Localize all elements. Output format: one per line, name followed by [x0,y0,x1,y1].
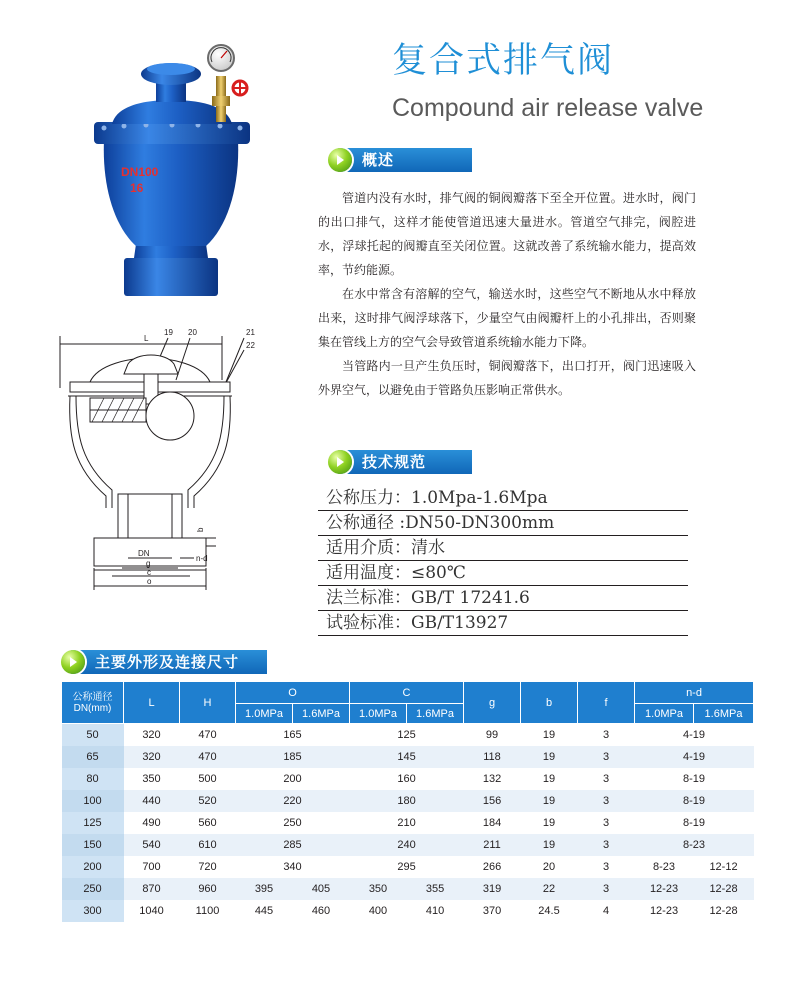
cell-f: 3 [578,746,635,768]
col-subheader-nd-1.6: 1.6MPa [694,704,754,724]
overview-paragraph: 管道内没有水时，排气阀的铜阀瓣落下至全开位置。进水时，阀门的出口排气，这样才能使管道迅速大量进水。管道空气排完，阀腔进水，浮球托起的阀瓣直至关闭位置。这就改善了系统输水能力，提高效率，节约能源。 [318,191,696,277]
valve-nameplate-size: DN100 [121,165,159,179]
cell-b: 19 [521,746,578,768]
cell-o: 185 [236,746,350,768]
cell-o: 220 [236,790,350,812]
cell-L: 320 [142,729,161,741]
cell-g: 132 [482,773,502,785]
cell-o-1.6: 405 [293,878,350,900]
cell-H: 500 [198,773,217,785]
cell-L: 870 [124,878,180,900]
col-subheader-nd-1.0: 1.0MPa [635,704,694,724]
cell-dn: 125 [62,812,124,834]
cell-L: 490 [142,817,161,829]
label-g: g [146,559,151,568]
page-title-cn: 复合式排气阀 [392,41,615,81]
cell-nd-1.6: 12-28 [694,878,754,900]
cell-H: 1100 [195,905,220,917]
valve-neck [134,244,208,258]
cell-nd: 4-19 [635,746,754,768]
cell-dn: 100 [62,790,124,812]
spec-pressure: 公称压力：1.0Mpa-1.6Mpa [318,486,688,511]
cell-dn: 200 [62,856,124,878]
cell-nd-1.6: 12-12 [709,861,738,873]
cell-dn: 300 [62,900,124,922]
cell-c: 160 [397,773,416,785]
spec-medium: 适用介质：清水 [318,536,688,561]
col-header-C: C [350,682,464,704]
cell-o-1.0: 395 [236,878,293,900]
col-subheader-c-1.6: 1.6MPa [407,704,464,724]
label-c: c [147,568,151,577]
table-row [62,724,754,747]
table-row [62,812,754,834]
valve-nameplate-pressure: 16 [130,181,144,195]
cell-L: 350 [142,773,161,785]
col-subheader-o-1.6: 1.6MPa [293,704,350,724]
cell-b: 22 [521,878,578,900]
specs-header [328,450,472,474]
cell-c: 295 [397,861,416,873]
cell-g: 319 [464,878,521,900]
col-header-b: b [521,682,578,724]
bullet-arrow-icon [61,650,85,674]
cell-nd-1.6: 12-28 [709,905,738,917]
cell-L: 1040 [139,905,164,917]
cell-g: 99 [485,729,499,741]
spec-diameter: 公称通径 :DN50-DN300mm [318,511,688,536]
table-row [62,746,754,768]
cell-H: 610 [180,834,236,856]
cell-b: 19 [542,729,556,741]
cell-H: 720 [198,861,217,873]
cell-dn: 150 [62,834,124,856]
cell-o: 165 [283,729,302,741]
cell-nd: 8-23 [635,834,754,856]
label-o: o [147,577,152,586]
col-header-O: O [236,682,350,704]
label-19: 19 [164,328,173,337]
label-b: b [196,527,205,532]
cell-dn: 50 [62,724,124,747]
overview-paragraph: 当管路内一旦产生负压时，铜阀瓣落下，出口打开，阀门迅速吸入外界空气，以避免由于管路负压影响正常供水。 [318,359,696,397]
col-header-L: L [124,682,180,724]
cell-o-1.6: 460 [311,905,331,917]
cell-nd: 8-19 [635,790,754,812]
table-row [62,900,754,922]
cell-c: 210 [397,817,416,829]
cell-f: 3 [602,817,610,829]
bullet-arrow-icon [328,148,352,172]
cell-H: 470 [198,729,217,741]
cell-c: 240 [350,834,464,856]
table-row [62,834,754,856]
cell-g: 266 [482,861,502,873]
cell-f: 3 [578,834,635,856]
cell-g: 118 [464,746,521,768]
cell-nd-1.0: 12-23 [635,878,694,900]
cell-f: 3 [578,790,635,812]
valve-photo [88,36,284,306]
dimensions-title: 主要外形及连接尺寸 [95,653,240,671]
cell-c-1.6: 355 [407,878,464,900]
cell-H: 520 [180,790,236,812]
label-22: 22 [246,341,255,350]
cell-g: 184 [482,817,502,829]
cell-L: 320 [124,746,180,768]
spec-temperature: 适用温度：≤80℃ [318,561,688,586]
cell-b: 20 [542,861,556,873]
label-nd: n-d [196,554,208,563]
cell-b: 19 [521,834,578,856]
table-row [62,768,754,790]
dimensions-table [61,681,754,922]
cell-g: 156 [464,790,521,812]
overview-title: 概述 [362,151,395,169]
col-header-f: f [578,682,635,724]
cell-nd: 8-19 [683,817,706,829]
table-row [62,878,754,900]
col-header-nd: n-d [635,682,754,704]
cell-f: 3 [578,878,635,900]
cell-nd: 8-19 [683,773,706,785]
cell-b: 19 [542,773,556,785]
cell-dn: 250 [62,878,124,900]
cell-o: 250 [283,817,302,829]
cell-g: 211 [464,834,521,856]
dimensions-header [61,650,267,674]
cell-dn: 65 [62,746,124,768]
cell-H: 560 [198,817,217,829]
section-drawing [50,318,312,596]
specs-title: 技术规范 [362,453,427,471]
cell-b: 19 [542,817,556,829]
col-subheader-o-1.0: 1.0MPa [236,704,293,724]
cell-c: 145 [350,746,464,768]
cell-f: 4 [602,905,610,917]
cell-b: 19 [521,790,578,812]
bullet-arrow-icon [328,450,352,474]
cell-c-1.0: 350 [350,878,407,900]
cell-c-1.0: 400 [368,905,388,917]
bottom-flange [124,258,218,296]
cell-H: 960 [180,878,236,900]
dimensions-table-body [62,724,754,923]
cell-o: 200 [283,773,302,785]
cell-f: 3 [602,773,610,785]
cell-nd-1.0: 12-23 [649,905,679,917]
cell-c-1.6: 410 [425,905,445,917]
cell-nd-1.0: 8-23 [653,861,676,873]
cell-o: 285 [236,834,350,856]
cell-g: 370 [482,905,502,917]
col-header-g: g [464,682,521,724]
label-20: 20 [188,328,197,337]
specs-list [318,486,688,636]
cell-b: 24.5 [538,905,560,917]
overview-paragraph: 在水中常含有溶解的空气，输送水时，这些空气不断地从水中释放出来，这时排气阀浮球落下，少量空气由阀瓣杆上的小孔排出，否则聚集在管线上方的空气会导致管道系统输水能力下降。 [318,287,696,349]
overview-text [318,186,696,402]
cell-L: 540 [124,834,180,856]
cell-L: 440 [124,790,180,812]
page-title-en: Compound air release valve [392,94,704,122]
cell-nd: 4-19 [683,729,706,741]
cell-L: 700 [142,861,161,873]
cell-o-1.0: 445 [254,905,274,917]
spec-flange-standard: 法兰标准：GB/T 17241.6 [318,586,688,611]
label-L: L [144,334,149,343]
cell-c: 180 [350,790,464,812]
cell-f: 3 [602,729,610,741]
label-DN: DN [138,549,150,558]
spec-test-standard: 试验标准：GB/T13927 [318,611,688,636]
table-row [62,856,754,878]
label-21: 21 [246,328,255,337]
cell-c: 125 [397,729,416,741]
valve-body [104,140,238,246]
col-header-dn: 公称通径DN(mm) [62,682,124,724]
col-subheader-c-1.0: 1.0MPa [350,704,407,724]
table-row [62,790,754,812]
cell-o: 340 [283,861,302,873]
cell-f: 3 [602,861,610,873]
cell-H: 470 [180,746,236,768]
col-header-H: H [180,682,236,724]
overview-header [328,148,472,172]
cell-dn: 80 [62,768,124,790]
